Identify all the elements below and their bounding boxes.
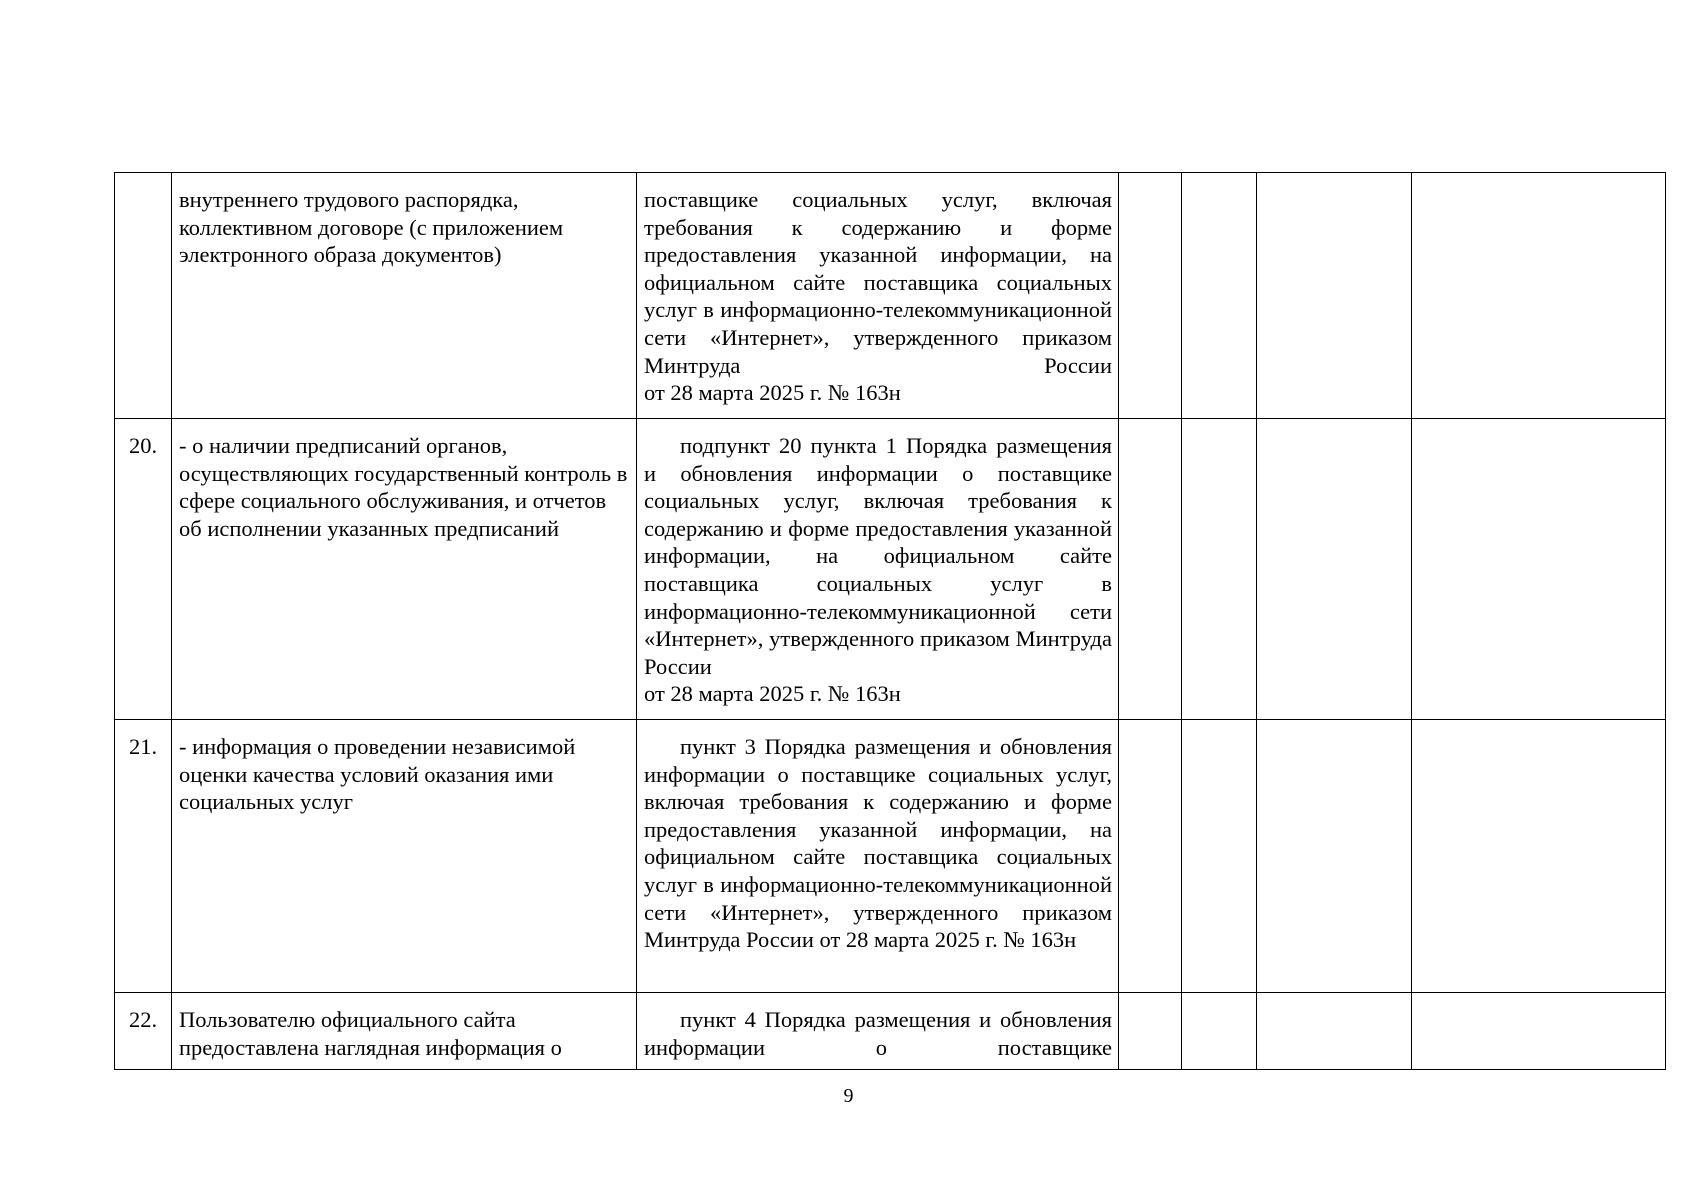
criterion-cell: - о наличии предписаний органов, осуществляющих государственный контроль в сфере социального обслуживания, и отчетов об исполнении указанных предписаний bbox=[172, 419, 637, 720]
empty-cell bbox=[1257, 419, 1412, 720]
empty-cell bbox=[1412, 993, 1666, 1070]
legal-basis-last-line: от 28 марта 2025 г. № 163н bbox=[644, 681, 901, 707]
legal-basis-text: пункт 3 Порядка размещения и обновления информации о поставщике социальных услуг, включая требования к содержанию и форме предоставления указанной информации, на официальном сайте поставщика социальных услуг в информационно-телекоммуникационной сети «Интернет», утвержденного приказом bbox=[644, 734, 1112, 925]
legal-basis-cell bbox=[637, 173, 1119, 419]
empty-cell bbox=[1119, 419, 1182, 720]
table-row bbox=[115, 993, 1666, 1070]
empty-cell bbox=[1412, 419, 1666, 720]
empty-cell bbox=[1119, 173, 1182, 419]
criterion-cell: внутреннего трудового распорядка, коллективном договоре (с приложением электронного образа документов) bbox=[172, 173, 637, 419]
empty-cell bbox=[1412, 173, 1666, 419]
empty-cell bbox=[1412, 720, 1666, 993]
empty-cell bbox=[1182, 720, 1257, 993]
criterion-cell: - информация о проведении независимой оценки качества условий оказания ими социальных услуг bbox=[172, 720, 637, 993]
row-number: 22. bbox=[115, 993, 172, 1070]
empty-cell bbox=[1257, 993, 1412, 1070]
empty-cell bbox=[1182, 419, 1257, 720]
legal-basis-cell bbox=[637, 993, 1119, 1070]
empty-cell bbox=[1182, 993, 1257, 1070]
legal-basis-text: пункт 4 Порядка размещения и обновления информации о поставщике bbox=[644, 1007, 1112, 1060]
row-number: 20. bbox=[115, 419, 172, 720]
document-page bbox=[114, 172, 1665, 1070]
legal-basis-text: поставщике социальных услуг, включая требования к содержанию и форме предоставления указанной информации, на официальном сайте поставщика социальных услуг в информационно-телекоммуникационной сети «Интернет», утвержденного приказом Минтруда России bbox=[644, 187, 1112, 378]
empty-cell bbox=[1257, 720, 1412, 993]
row-number bbox=[115, 173, 172, 419]
legal-basis-cell bbox=[637, 720, 1119, 993]
criterion-cell: Пользователю официального сайта предоставлена наглядная информация о bbox=[172, 993, 637, 1070]
empty-cell bbox=[1257, 173, 1412, 419]
checklist-table bbox=[114, 172, 1666, 1070]
table-row bbox=[115, 173, 1666, 419]
empty-cell bbox=[1119, 993, 1182, 1070]
legal-basis-last-line: Минтруда России от 28 марта 2025 г. № 163н bbox=[644, 927, 1077, 953]
table-row bbox=[115, 419, 1666, 720]
empty-cell bbox=[1182, 173, 1257, 419]
legal-basis-cell bbox=[637, 419, 1119, 720]
legal-basis-last-line: от 28 марта 2025 г. № 163н bbox=[644, 380, 901, 406]
page-number: 9 bbox=[843, 1085, 854, 1107]
empty-cell bbox=[1119, 720, 1182, 993]
table-row bbox=[115, 720, 1666, 993]
legal-basis-text: подпункт 20 пункта 1 Порядка размещения и обновления информации о поставщике социальных услуг, включая требования к содержанию и форме предоставления указанной информации, на официальном сайте поставщика социальных услуг в информационно-телекоммуникационной сети «Интернет», утвержденного приказом Минтруда России bbox=[644, 433, 1112, 679]
row-number: 21. bbox=[115, 720, 172, 993]
